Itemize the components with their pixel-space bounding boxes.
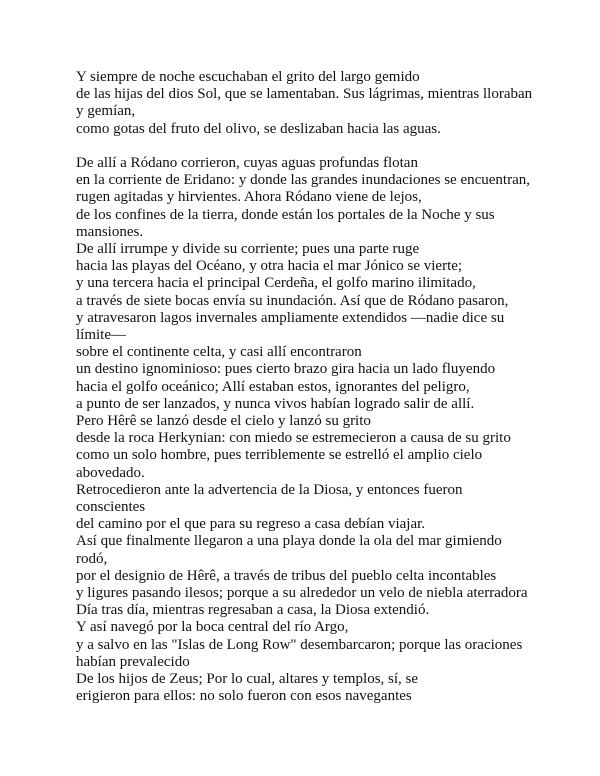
text-line: hacia el golfo oceánico; Allí estaban estos, ignorantes del peligro, [76,378,470,395]
text-line: De los hijos de Zeus; Por lo cual, altares y templos, sí, se [76,671,419,688]
text-line: límite— [76,327,126,344]
text-line: y ligures pasando ilesos; porque a su alrededor un velo de niebla aterradora [76,585,528,602]
text-line: y gemían, [76,103,136,120]
text-line: de las hijas del dios Sol, que se lamentaban. Sus lágrimas, mientras lloraban [76,86,533,103]
text-line: Pero Hêrê se lanzó desde el cielo y lanzó su grito [76,413,371,430]
text-line: Así que finalmente llegaron a una playa donde la ola del mar gimiendo [76,533,502,550]
text-line: De allí a Ródano corrieron, cuyas aguas profundas flotan [76,155,418,171]
text-line: como un solo hombre, pues terriblemente se estrelló el amplio cielo [76,447,483,464]
text-line: abovedado. [76,464,145,481]
text-line: Y siempre de noche escuchaban el grito del largo gemido [76,69,420,85]
text-line: hacia las playas del Océano, y otra hacia el mar Jónico se vierte; [76,258,463,275]
text-line: y a salvo en las "Islas de Long Row" desembarcaron; porque las oraciones [76,636,523,653]
text-line: mansiones. [76,223,144,240]
text-line: rodó, [76,550,108,567]
text-line: de los confines de la tierra, donde están los portales de la Noche y sus [76,206,495,223]
text-line: del camino por el que para su regreso a casa debían viajar. [76,516,426,533]
text-line: habían prevalecido [76,653,190,670]
text-line: y una tercera hacia el principal Cerdeña, el golfo marino ilimitado, [76,275,476,292]
text-line: en la corriente de Eridano: y donde las grandes inundaciones se encuentran, [76,172,530,189]
text-line: como gotas del fruto del olivo, se deslizaban hacia las aguas. [76,120,441,137]
document-page [76,69,576,706]
text-line: De allí irrumpe y divide su corriente; pues una parte ruge [76,241,420,258]
text-line: sobre el continente celta, y casi allí encontraron [76,344,362,361]
text-line: por el designio de Hêrê, a través de tribus del pueblo celta incontables [76,567,497,584]
text-line: erigieron para ellos: no solo fueron con esos navegantes [76,688,412,705]
text-line: conscientes [76,499,146,516]
text-line: rugen agitadas y hirvientes. Ahora Ródano viene de lejos, [76,189,422,206]
text-line: Retrocedieron ante la advertencia de la Diosa, y entonces fueron [76,481,463,498]
text-line: desde la roca Herkynian: con miedo se estremecieron a causa de su grito [76,430,511,447]
paragraph-1 [76,69,576,138]
paragraph-2 [76,155,576,706]
text-line: Día tras día, mientras regresaban a casa, la Diosa extendió. [76,602,430,619]
text-line: Y así navegó por la boca central del río Argo, [76,619,349,636]
text-line: a través de siete bocas envía su inundación. Así que de Ródano pasaron, [76,292,509,309]
text-line: a punto de ser lanzados, y nunca vivos habían logrado salir de allí. [76,395,475,412]
text-line: un destino ignominioso: pues cierto brazo gira hacia un lado fluyendo [76,361,496,378]
text-line: y atravesaron lagos invernales ampliamente extendidos —nadie dice su [76,309,505,326]
